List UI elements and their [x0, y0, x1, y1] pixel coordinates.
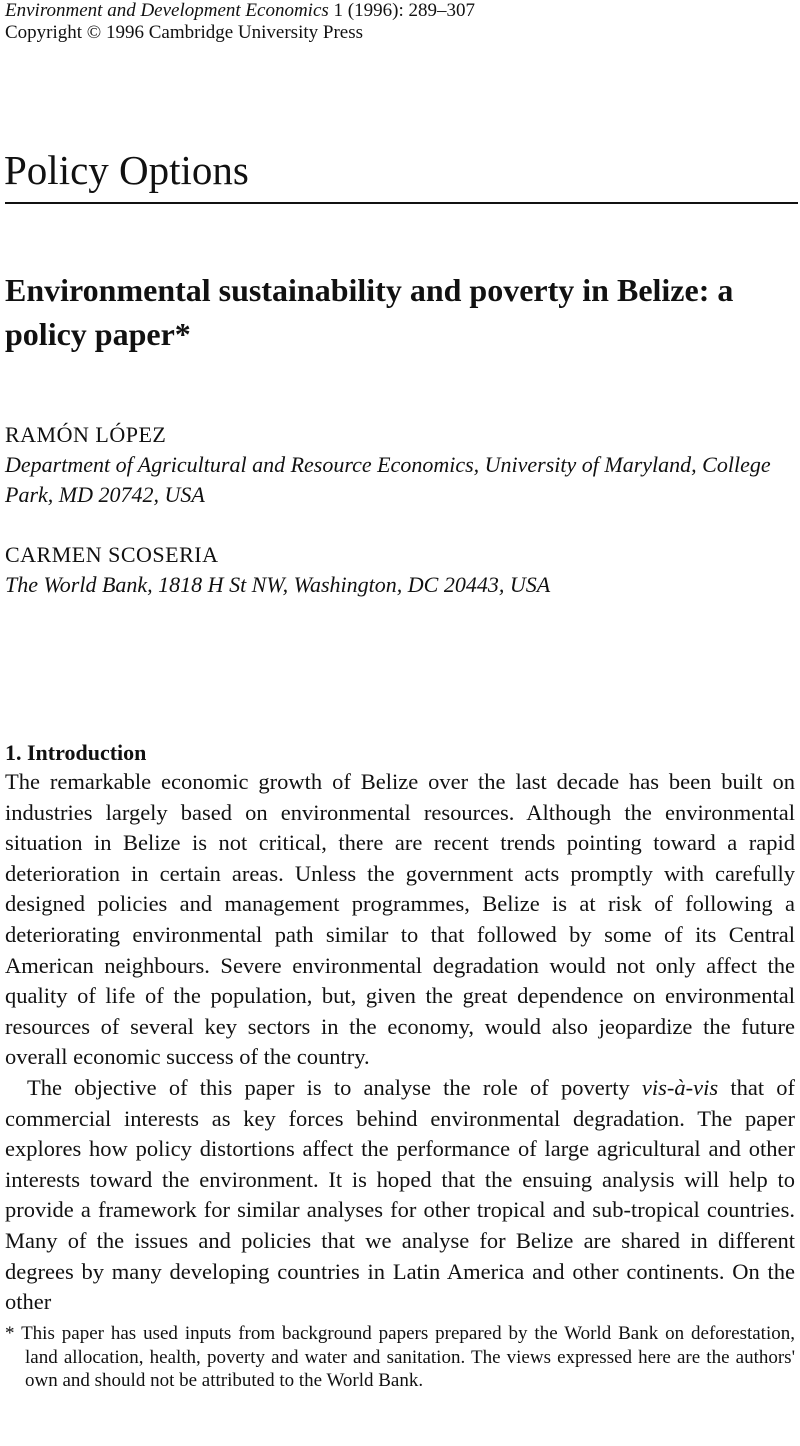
author-name: CARMEN SCOSERIA	[5, 542, 219, 567]
footnote: * This paper has used inputs from background papers prepared by the World Bank on deforestation, land allocation, health, poverty and water and sanitation. The views expressed here are the authors' own and should not be attributed to the World Bank.	[5, 1323, 795, 1391]
italic-term: vis-à-vis	[641, 1074, 719, 1100]
journal-name: Environment and Development Economics	[5, 0, 329, 21]
author-affiliation: The World Bank, 1818 H St NW, Washington, DC 20443, USA	[5, 572, 551, 597]
introduction-heading: 1. Introduction	[5, 740, 147, 765]
section-rule	[5, 202, 798, 204]
journal-header	[5, 0, 795, 44]
author-name: RAMÓN LÓPEZ	[5, 422, 167, 447]
copyright-line: Copyright © 1996 Cambridge University Press	[5, 22, 363, 43]
paragraph	[5, 1073, 795, 1318]
paragraph-text: that of commercial interests as key forces behind environmental degradation. The paper explores how policy distortions affect the performance of large agricultural and other interests toward the environment. It is hoped that the ensuing analysis will help to provide a framework for similar analyses for other tropical and sub-tropical countries. Many of the issues and policies that we analyse for Belize are shared in different degrees by many developing countries in Latin America and other continents. On the other	[5, 1074, 796, 1315]
article-title: Environmental sustainability and poverty in Belize: a policy paper*	[5, 272, 734, 352]
paragraph-text: The objective of this paper is to analyse the role of poverty	[27, 1074, 642, 1100]
author-block	[5, 540, 795, 600]
journal-citation	[5, 0, 795, 22]
section-heading: Policy Options	[4, 147, 249, 193]
journal-volume-pages: 1 (1996): 289–307	[328, 0, 475, 21]
author-block	[5, 420, 795, 510]
paragraph: The remarkable economic growth of Belize over the last decade has been built on industries largely based on environmental resources. Although the environmental situation in Belize is not critical, there are recent trends pointing toward a rapid deterioration in certain areas. Unless the government acts promptly with carefully designed policies and management programmes, Belize is at risk of following a deteriorating environmental path similar to that followed by some of its Central American neighbours. Severe environmental degradation would not only affect the quality of life of the population, but, given the great dependence on environmental resources of several key sectors in the economy, would also jeopardize the future overall economic success of the country.	[5, 769, 795, 1070]
author-affiliation: Department of Agricultural and Resource Economics, University of Maryland, College Park, MD 20742, USA	[5, 452, 771, 507]
introduction-body	[5, 767, 795, 1318]
